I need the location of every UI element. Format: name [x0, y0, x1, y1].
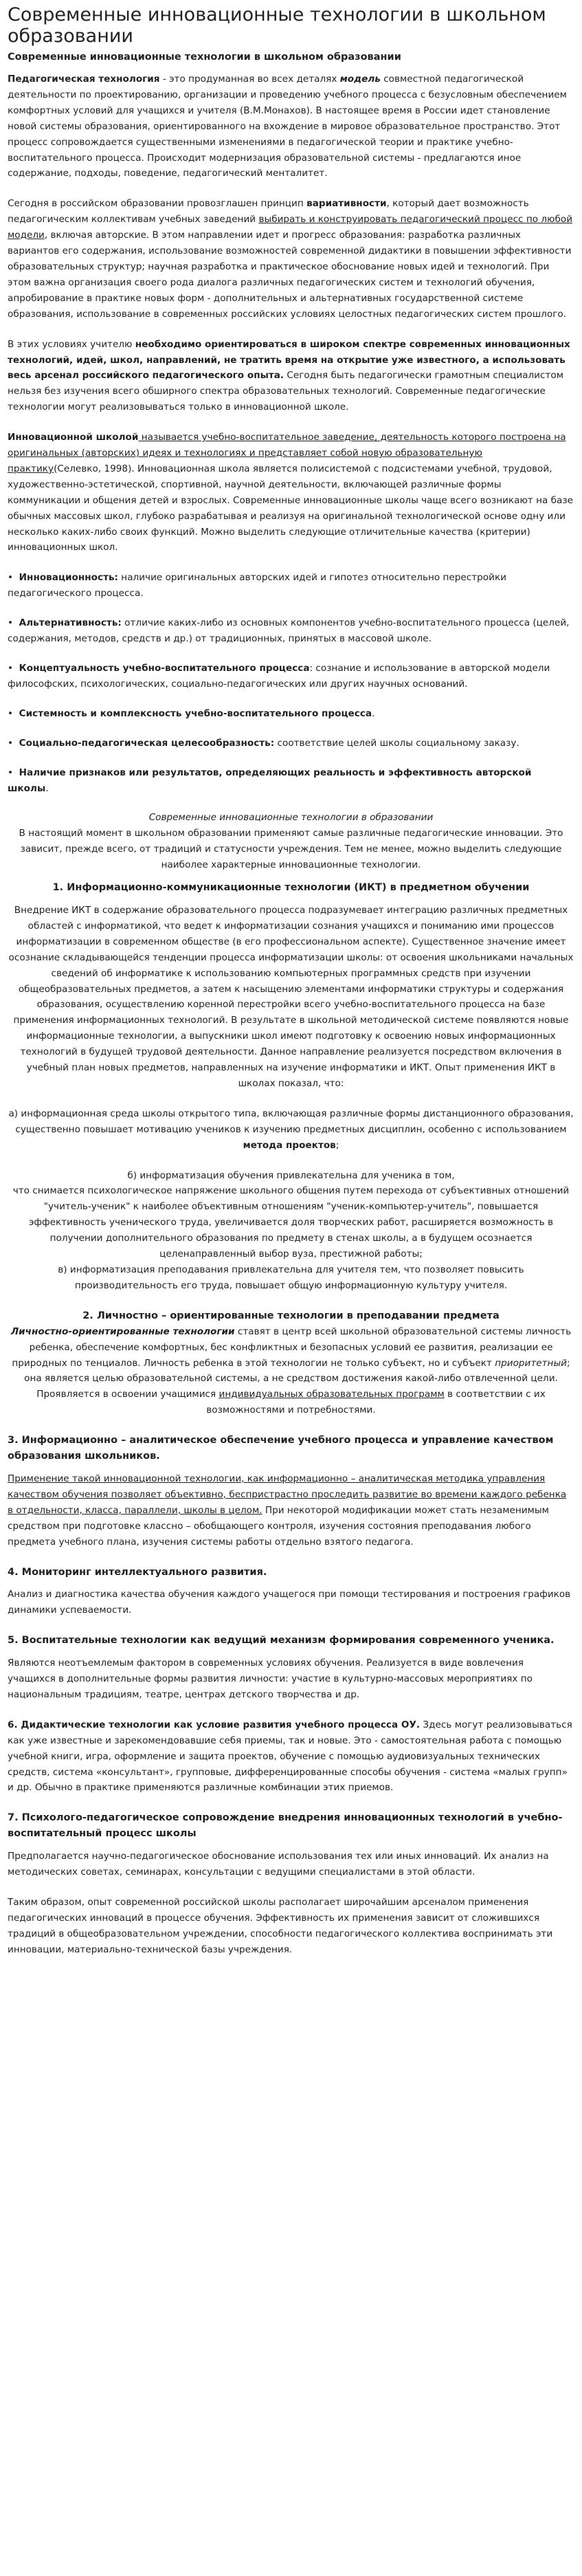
ict-point-b-text: что снимается психологическое напряжение школьного общения путем перехода от субъективных отношений "учитель-ученик" к наиболее объективным отношениям "ученик-компьютер-учитель", повышается эффективность ученического труда, увеличивается доля творческих работ, расширяется возможность в получении дополнительного образования по предмету в стенах школы, а в будущем осознается целенаправленный выбор вуза, престижной работы; [12, 1185, 570, 1260]
variability-paragraph [8, 196, 574, 322]
conclusion-paragraph: Таким образом, опыт современной российской школы располагает широчайшим арсеналом применения педагогических инноваций в процессе обучения. Эффективность их применения зависит от сложившихся традиций в общеобразовательном учреждении, способности педагогического коллектива воспринимать эти инновации, материально-технической базы учреждения. [8, 1897, 553, 1955]
criteria-term: Социально-педагогическая целесообразность: [19, 737, 275, 749]
text: ставят в центр всей школьной образовательной системы личность ребенка, обеспечение комфортных, бес конфликтных и безопасных условий ее развития, реализации ее природных по тенциалов. Личность ребенка в этой технологии не только субъект, но и субъект [12, 1325, 572, 1369]
term-innovative-school: Инновационной школой [8, 432, 139, 443]
text: , который дает возможность педагогическим коллективам учебных заведений [8, 198, 529, 225]
section-text: Здесь могут реализовываться как уже известные и зарекомендовавшие себя приемы, так и новые. Это - самостоятельная работа с помощью учебной книги, игра, оформление и защита проектов, обучение с помощью аудиовизуальных технических средств, система «консультант», групповые, дифференцированные способы обучения - система «малых групп» и др. Обычно в практике применяются различные комбинации этих приемов. [8, 1719, 572, 1794]
intro-text: - это продуманная во всех деталях [159, 74, 340, 85]
page-title: Современные инновационные технологии в школьном образовании [8, 4, 546, 47]
section-monitoring [8, 1565, 574, 1619]
term-variability: вариативности [306, 198, 387, 210]
criteria-term: Наличие признаков или результатов, определяющих реальность и эффективность авторской школы [8, 767, 532, 794]
section-personal [8, 1308, 574, 1418]
criteria-text: отличие каких-либо из основных компонентов учебно-воспитательного процесса (целей, содержания, методов, средств и др.) от традиционных, принятых в массовой школе. [8, 617, 570, 645]
criteria-item: • Инновационность: наличие оригинальных авторских идей и гипотез относительно перестройки педагогического процесса. [8, 572, 506, 599]
section-upbringing [8, 1633, 574, 1703]
text: а) информационная среда школы открытого типа, включающая различные формы дистанционного образования, существенно повышает мотивацию учеников к изучению предметных дисциплин, особенно с использованием [8, 1108, 574, 1135]
criteria-item: • Концептуальность учебно-воспитательного процесса: сознание и использование в авторской модели философских, психологических, социально-педагогических или других научных оснований. [8, 663, 550, 690]
text: Сегодня быть педагогически грамотным специалистом нельзя без изучения всего обширного спектра образовательных технологий. Современные педагогические технологии могут реализовываться только в инновационной школе. [8, 370, 563, 413]
section-title: Современные инновационные технологии в образовании [148, 812, 434, 824]
text: , включая авторские. В этом направлении идет и прогресс образования: разработка различных вариантов его содержания, использование возможностей современной дидактики в повышении эффективности образовательных структур; научная разработка и практическое обоснование новых идей и технологий. При этом важна организация своего рода диалога различных педагогических систем и технологий обучения, апробирование в практике новых форм - дополнительных и альтернативных государственной системе образования, использование в современных российских условиях целостных педагогических систем прошлого. [8, 230, 572, 320]
technologies-intro [8, 810, 574, 873]
criteria-item: • Системность и комплексность учебно-воспитательного процесса. [8, 707, 375, 719]
term-pedagogical-technology: Педагогическая технология [8, 74, 160, 85]
criteria-term: Концептуальность учебно-воспитательного процесса [19, 663, 310, 674]
term-personal-tech: Личностно-ориентированные технологии [10, 1325, 235, 1337]
ict-point-b: б) информатизация обучения привлекательна для ученика в том, [127, 1169, 455, 1181]
section-intro-text: В настоящий момент в школьном образовании применяют самые различные педагогические инновации. Это зависит, прежде всего, от традиций и статусности учреждения. Тем не менее, можно выделить следующие наиболее характерные инновационные технологии. [19, 828, 563, 871]
criteria-text: соответствие целей школы социальному заказу. [274, 737, 519, 749]
section-text: Внедрение ИКТ в содержание образовательного процесса подразумевает интеграцию различных предметных областей с информатикой, что ведет к информатизации сознания учащихся и пониманию ими процессов информатизации в современном обществе (в его профессиональном аспекте). Существенное значение имеет осознание складывающейся тенденции процесса информатизации школы: от освоения школьниками начальных сведений об информатике к использованию компьютерных программных средств при изучении общеобразовательных предметов, а затем к насыщению элементами информатики структуры и содержания образования, осуществлению коренной перестройки всего учебно-воспитательного процесса на базе применения информационных технологий. В результате в школьной методической системе появляются новые информационные технологии, а выпускники школ имеют подготовку к освоению новых информационных технологий в будущей трудовой деятельности. Данное направление реализуется посредством включения в учебный план новых предметов, направленных на изучение информатики и ИКТ. Опыт применения ИКТ в школах показал, что: [8, 904, 574, 1089]
section-heading: 6. Дидактические технологии как условие развития учебного процесса ОУ. [8, 1719, 421, 1730]
criteria-text: наличие оригинальных авторских идей и гипотез относительно перестройки педагогического процесса. [8, 572, 506, 599]
criteria-text: : сознание и использование в авторской модели философских, психологических, социально-педагогических или других научных оснований. [8, 663, 550, 690]
section-heading: 5. Воспитательные технологии как ведущий механизм формирования современного ученика. [8, 1635, 555, 1647]
criteria-term: Системность и комплексность учебно-воспитательного процесса [19, 707, 372, 719]
section-ict [8, 880, 574, 1294]
underlined-text: называется учебно-воспитательное заведение, деятельность которого построена на оригинальных (авторских) идеях и технологиях и представляет собой новую образовательную практику [8, 432, 566, 474]
underlined-text: индивидуальных образовательных программ [219, 1389, 445, 1400]
innovative-school-paragraph [8, 430, 574, 555]
article-subtitle: Современные инновационные технологии в школьном образовании [8, 52, 401, 63]
section-heading: 1. Информационно-коммуникационные технологии (ИКТ) в предметном обучении [52, 882, 530, 894]
term-model: модель [339, 74, 381, 85]
text: (Селевко, 1998). Инновационная школа является полисистемой с подсистемами учебной, трудовой, художественно-эстетической, спортивной, научной деятельности, включающей различные формы коммуникации и общения детей и взрослых. Современные инновационные школы чаще всего возникают на базе обычных массовых школ, глубоко разрабатывая и реализуя на оригинальной технологической основе одну или несколько каких-либо своих функций. Можно выделить следующие отличительные качества (критерии) инновационных школ. [8, 463, 573, 553]
term-project-method: метода проектов [243, 1139, 336, 1151]
text: ; она является целью образовательной системы, а не средством достижения какой-либо отвлеченной цели. Проявляется в освоении учащимися [24, 1357, 570, 1400]
section-heading: 4. Мониторинг интеллектуального развития. [8, 1566, 267, 1578]
criteria-term: Альтернативность: [19, 617, 122, 629]
intro-paragraph [8, 71, 574, 181]
text: В этих условиях учителю [8, 338, 135, 350]
criteria-text: . [45, 782, 49, 794]
section-text [8, 1324, 574, 1418]
ict-point-c: в) информатизация преподавания привлекательна для учителя тем, что позволяет повысить производительность его труда, повышает общую информационную культуру учителя. [58, 1264, 524, 1291]
criteria-text: . [372, 707, 375, 719]
section-heading: 3. Информационно – аналитическое обеспечение учебного процесса и управление качеством образования школьников. [8, 1435, 554, 1462]
criteria-term: Инновационность: [19, 572, 118, 584]
criteria-item: • Социально-педагогическая целесообразность: соответствие целей школы социальному заказу. [8, 737, 519, 749]
bold-text: необходимо ориентироваться в широком спектре современных инновационных технологий, идей, школ, направлений, не тратить время на открытие уже известного, а использовать весь арсенал российского педагогического опыта. [8, 338, 570, 382]
underlined-text: выбирать и конструировать педагогический процесс по любой модели [8, 214, 573, 241]
underlined-text: Применение такой инновационной технологии, как информационно – аналитическая методика управления качеством обучения позволяет объективно, беспристрастно проследить развитие во времени каждого ребенка в отдельности, класса, параллели, школы в целом. [8, 1473, 567, 1516]
text: ; [335, 1139, 339, 1151]
criteria-item: • Наличие признаков или результатов, определяющих реальность и эффективность авторской школы. [8, 767, 532, 794]
text: При некоторой модификации может стать незаменимым средством при подготовке классно – обобщающего контроля, изучения состояния преподавания любого предмета учебного плана, изучения системы работы отдельно взятого педагога. [8, 1504, 549, 1548]
section-heading: 7. Психолого-педагогическое сопровождение внедрения инновационных технологий в учебно-воспитательный процесс школы [8, 1812, 563, 1840]
section-text: Предполагается научно-педагогическое обоснование использования тех или иных инноваций. Их анализ на методических советах, семинарах, консультации с ведущими специалистами в этой области. [8, 1851, 549, 1878]
ict-point-a [8, 1106, 574, 1154]
teacher-paragraph [8, 337, 574, 416]
section-text: Являются неотъемлемым фактором в современных условиях обучения. Реализуется в виде вовлечения учащихся в дополнительные формы развития личности: участие в культурно-массовых мероприятиях по национальным традициям, театре, центрах детского творчества и др. [8, 1658, 533, 1700]
section-text: Анализ и диагностика качества обучения каждого учащегося при помощи тестирования и построения графиков динамики успеваемости. [8, 1589, 571, 1616]
italic-text: приоритетный [495, 1357, 568, 1369]
section-didactic [8, 1717, 574, 1796]
text: Сегодня в российском образовании провозглашен принцип [8, 198, 307, 210]
section-psychology [8, 1810, 574, 1880]
intro-rest: совместной педагогической деятельности по проектированию, организации и проведению учебного процесса с безусловным обеспечением комфортных условий для учащихся и учителя (В.М.Монахов). В настоящее время в России идет становление новой системы образования, ориентированного на вхождение в мировое образовательное пространство. Этот процесс сопровождается существенными изменениями в педагогической теории и практике учебно-воспитательного процесса. Происходит модернизация образовательной системы - предлагаются иное содержание, подходы, поведение, педагогический менталитет. [8, 74, 567, 179]
section-heading: 2. Личностно – ориентированные технологии в преподавании предмета [82, 1310, 500, 1321]
section-analytics [8, 1433, 574, 1550]
criteria-item: • Альтернативность: отличие каких-либо из основных компонентов учебно-воспитательного процесса (целей, содержания, методов, средств и др.) от традиционных, принятых в массовой школе. [8, 617, 570, 645]
text: в соответствии с их возможностями и потребностями. [206, 1389, 546, 1416]
